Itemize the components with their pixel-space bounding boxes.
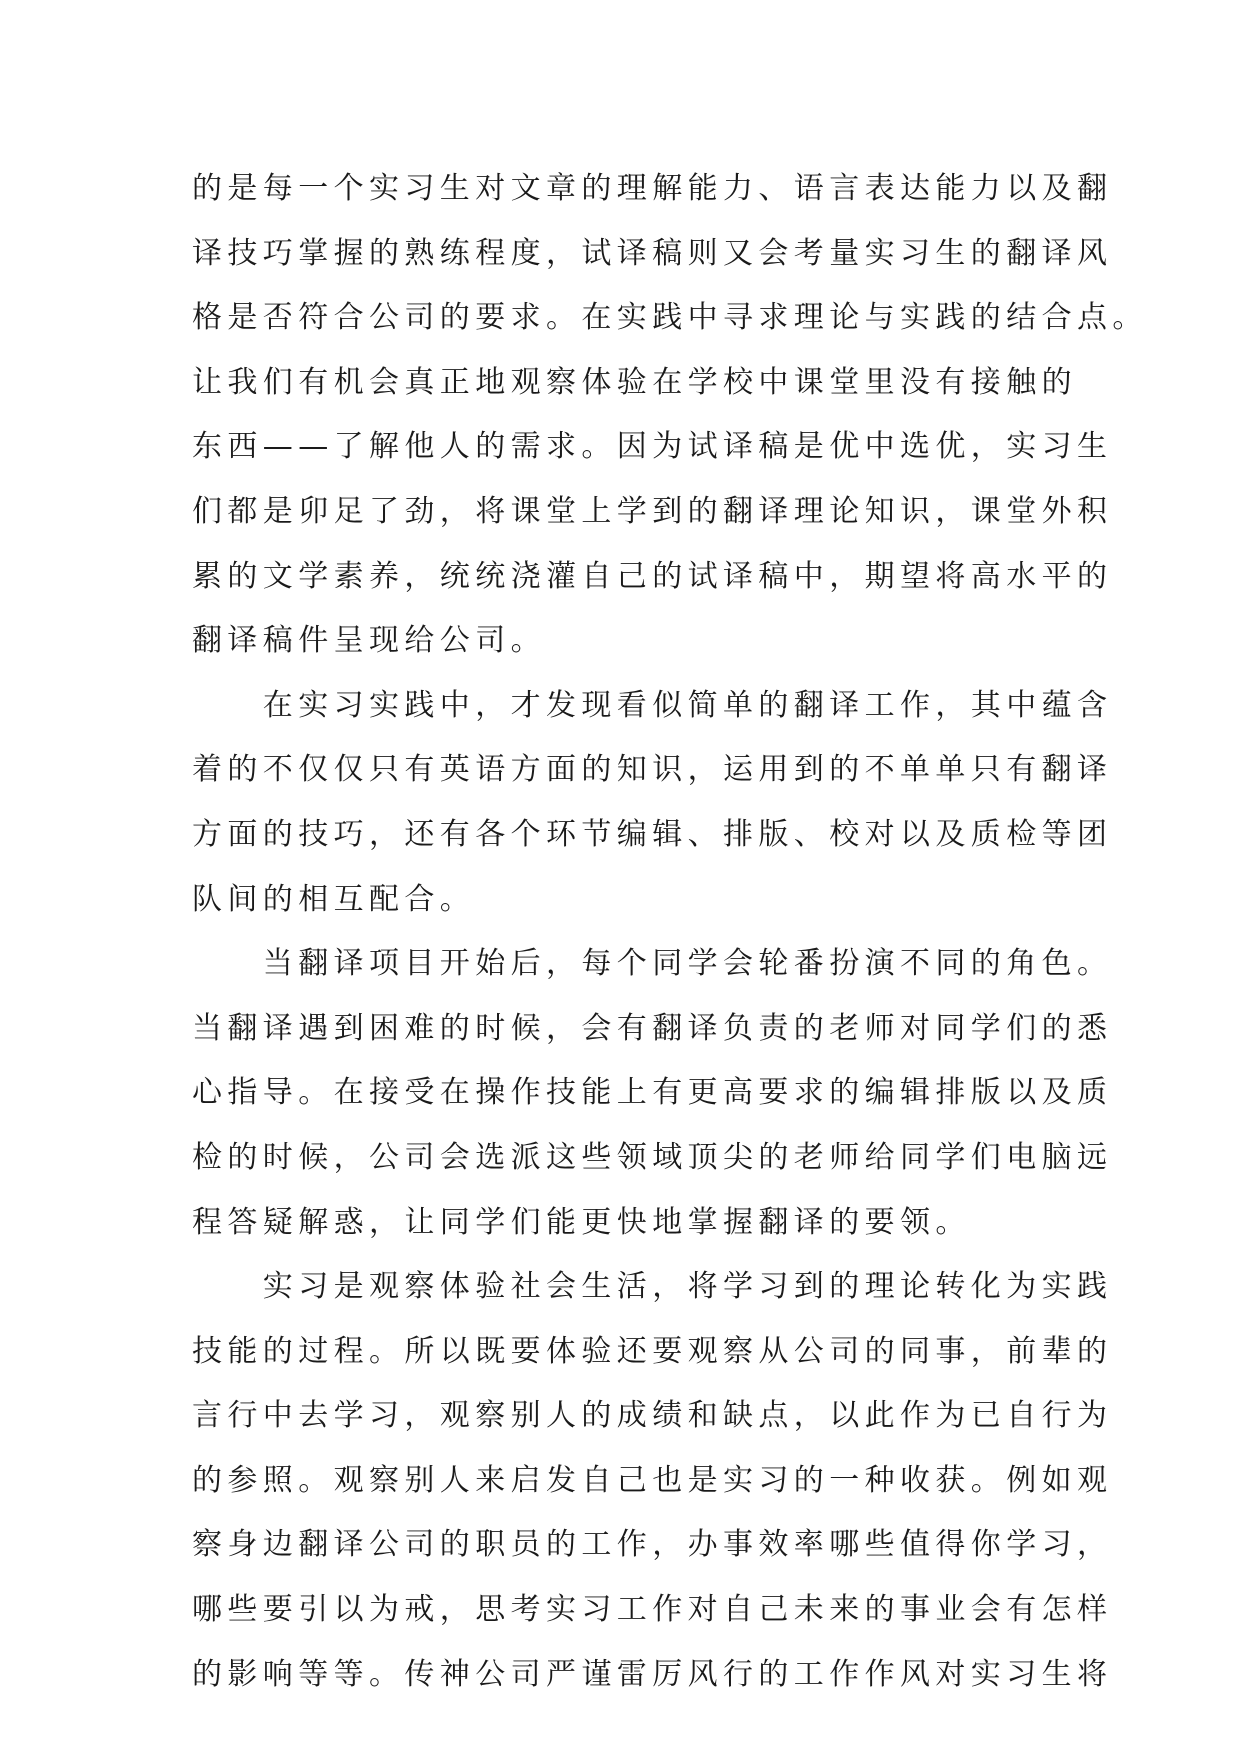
text-line: 言行中去学习，观察别人的成绩和缺点，以此作为已自行为 [192, 1398, 1113, 1434]
text-line: 在实习实践中，才发现看似简单的翻译工作，其中蕴含 [192, 687, 1113, 723]
text-line: 东西——了解他人的需求。因为试译稿是优中选优，实习生 [192, 429, 1113, 465]
text-line: 格是否符合公司的要求。在实践中寻求理论与实践的结合点。 [192, 300, 1148, 336]
text-line: 实习是观察体验社会生活，将学习到的理论转化为实践 [192, 1269, 1113, 1305]
text-line: 的参照。观察别人来启发自己也是实习的一种收获。例如观 [192, 1462, 1113, 1498]
text-line: 的是每一个实习生对文章的理解能力、语言表达能力以及翻 [192, 171, 1113, 206]
text-line: 让我们有机会真正地观察体验在学校中课堂里没有接触的 [192, 364, 1077, 400]
text-line: 累的文学素养，统统浇灌自己的试译稿中，期望将高水平的 [192, 558, 1113, 594]
text-line: 方面的技巧，还有各个环节编辑、排版、校对以及质检等团 [192, 816, 1113, 852]
text-line: 当翻译项目开始后，每个同学会轮番扮演不同的角色。 [192, 946, 1113, 982]
text-line: 检的时候，公司会选派这些领域顶尖的老师给同学们电脑远 [192, 1139, 1113, 1175]
text-line: 着的不仅仅只有英语方面的知识，运用到的不单单只有翻译 [192, 752, 1113, 788]
text-line: 翻译稿件呈现给公司。 [192, 623, 546, 659]
body-text [192, 157, 1148, 1707]
text-line: 的影响等等。传神公司严谨雷厉风行的工作作风对实习生将 [192, 1656, 1113, 1692]
text-line: 技能的过程。所以既要体验还要观察从公司的同事，前辈的 [192, 1333, 1113, 1369]
text-line: 哪些要引以为戒，思考实习工作对自己未来的事业会有怎样 [192, 1592, 1113, 1628]
text-line: 队间的相互配合。 [192, 881, 476, 917]
text-line: 译技巧掌握的熟练程度，试译稿则又会考量实习生的翻译风 [192, 235, 1113, 271]
text-line: 心指导。在接受在操作技能上有更高要求的编辑排版以及质 [192, 1075, 1113, 1111]
text-line: 当翻译遇到困难的时候，会有翻译负责的老师对同学们的悉 [192, 1010, 1113, 1046]
text-line: 察身边翻译公司的职员的工作，办事效率哪些值得你学习， [192, 1527, 1113, 1563]
text-line: 程答疑解惑，让同学们能更快地掌握翻译的要领。 [192, 1204, 971, 1240]
text-line: 们都是卯足了劲，将课堂上学到的翻译理论知识，课堂外积 [192, 493, 1113, 529]
